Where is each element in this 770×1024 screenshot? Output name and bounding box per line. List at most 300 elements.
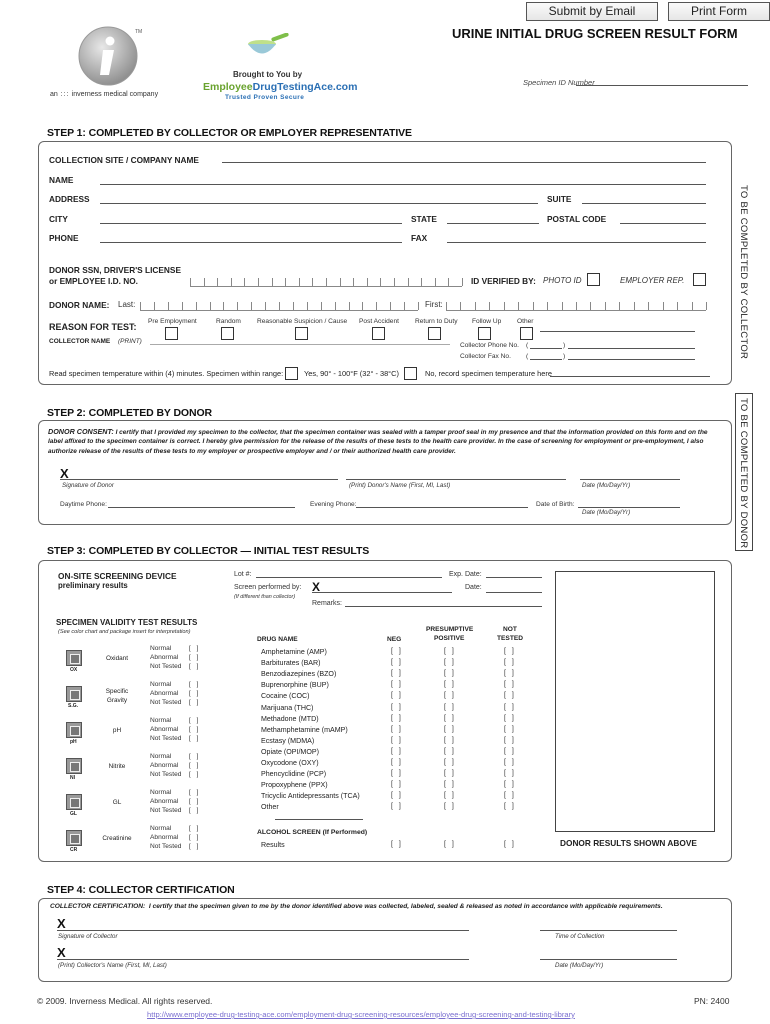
onsite-device-label: ON-SITE SCREENING DEVICE	[58, 571, 177, 581]
drug-positive-bracket[interactable]: [ ]	[444, 770, 456, 778]
evening-phone-label: Evening Phone:	[310, 501, 357, 508]
donor-date-input[interactable]	[580, 479, 680, 480]
validity-color-swatch	[66, 794, 82, 810]
daytime-phone-label: Daytime Phone:	[60, 501, 107, 508]
reason-other-checkbox[interactable]	[520, 327, 533, 340]
drug-neg-bracket[interactable]: [ ]	[391, 770, 403, 778]
drug-neg-bracket[interactable]: [ ]	[391, 681, 403, 689]
inverness-logo	[78, 26, 138, 86]
validity-state-label: Not Tested	[150, 771, 182, 778]
char-tick	[251, 302, 252, 310]
char-tick	[590, 302, 591, 310]
collector-name-input[interactable]	[150, 344, 450, 345]
validity-state-bracket[interactable]: [ ]	[189, 681, 201, 688]
dots-icon	[60, 91, 70, 97]
name-input[interactable]	[100, 184, 706, 185]
donor-signature-label: Signature of Donor	[62, 482, 114, 489]
validity-color-swatch	[66, 758, 82, 774]
state-label: STATE	[411, 214, 437, 224]
collector-print-label: (PRINT)	[118, 338, 142, 345]
donor-consent: DONOR CONSENT: I certify that I provided my specimen to the collector, that the specimen container was sealed with a tamper proof seal in my presence and that the information provided on this form and on the label affixed to the specimen container is correct. I hereby give permission for the release of the results of these tests to the health care provider. In the case of screening for employment or pre-employment, I also authorize release of the results of these tests to my employer or prospective employer and / or their authorized health care provider.	[48, 427, 708, 455]
validity-state-label: Abnormal	[150, 654, 179, 661]
char-tick	[605, 302, 606, 310]
validity-state-label: Abnormal	[150, 834, 179, 841]
collector-signature-input[interactable]	[57, 930, 469, 931]
drug-not-tested-bracket[interactable]: [ ]	[504, 703, 516, 711]
drug-neg-bracket[interactable]: [ ]	[391, 781, 403, 789]
collector-phone-input[interactable]	[568, 348, 695, 349]
collector-date-label: Date (Mo/Day/Yr)	[555, 962, 604, 969]
info-icon	[78, 26, 138, 86]
donor-ssn-label-2: or EMPLOYEE I.D. NO.	[49, 276, 138, 286]
fax-input[interactable]	[447, 242, 706, 243]
char-tick	[648, 302, 649, 310]
char-tick	[576, 302, 577, 310]
drug-positive-bracket[interactable]: [ ]	[444, 659, 456, 667]
char-tick	[362, 302, 363, 310]
temp-record-input[interactable]	[550, 376, 710, 377]
dob-format-label: Date (Mo/Day/Yr)	[582, 509, 631, 516]
step1-title: STEP 1: COMPLETED BY COLLECTOR OR EMPLOYER REPRESENTATIVE	[47, 127, 412, 139]
char-tick	[335, 302, 336, 310]
donor-side-label: TO BE COMPLETED BY DONOR	[738, 398, 749, 549]
mortar-pestle-icon	[244, 33, 294, 63]
validity-code: S.G.	[68, 703, 79, 709]
temp-no-label: No, record specimen temperature here	[425, 369, 552, 378]
collector-phone-paren-open: (	[526, 342, 529, 349]
validity-note: (See color chart and package insert for interpretation)	[58, 629, 191, 635]
drug-name: Buprenorphine (BUP)	[261, 681, 329, 690]
drug-name: Methadone (MTD)	[261, 714, 319, 723]
drug-name: Barbiturates (BAR)	[261, 659, 321, 668]
collection-time-input[interactable]	[540, 930, 677, 931]
char-tick	[154, 302, 155, 310]
drug-not-tested-bracket[interactable]: [ ]	[504, 736, 516, 744]
brought-by: Brought to You by	[233, 70, 303, 79]
last-label: Last:	[118, 300, 136, 309]
char-tick	[231, 278, 232, 286]
validity-state-bracket[interactable]: [ ]	[189, 690, 201, 697]
char-tick	[706, 302, 707, 310]
id-verified-label: ID VERIFIED BY:	[471, 276, 536, 286]
drug-not-tested-bracket[interactable]: [ ]	[504, 770, 516, 778]
address-input[interactable]	[100, 203, 538, 204]
validity-color-swatch	[66, 830, 82, 846]
drug-name: Phencyclidine (PCP)	[261, 770, 327, 779]
step2-title: STEP 2: COMPLETED BY DONOR	[47, 407, 213, 419]
char-tick	[196, 302, 197, 310]
step3-title: STEP 3: COMPLETED BY COLLECTOR — INITIAL TEST RESULTS	[47, 545, 370, 557]
drug-neg-bracket[interactable]: [ ]	[391, 792, 403, 800]
exp-date-input[interactable]	[486, 577, 542, 578]
other-drug-input[interactable]	[275, 819, 363, 820]
char-tick	[223, 302, 224, 310]
temp-no-checkbox[interactable]	[404, 367, 417, 380]
reason-other-label: Other	[517, 318, 534, 325]
collector-phone-paren-close: )	[563, 342, 566, 349]
drug-neg-bracket[interactable]: [ ]	[391, 725, 403, 733]
collector-certification: COLLECTOR CERTIFICATION: I certify that the specimen given to me by the donor identified above was collected, labeled, sealed & released as noted in accordance with applicable requirements.	[50, 903, 663, 910]
drug-positive-bracket[interactable]: [ ]	[444, 759, 456, 766]
char-tick	[504, 302, 505, 310]
dob-input[interactable]	[578, 507, 680, 508]
validity-state-bracket[interactable]: [ ]	[189, 753, 201, 760]
specimen-id-input[interactable]	[576, 85, 748, 86]
alcohol-neg-bracket[interactable]: [ ]	[391, 841, 403, 848]
drug-positive-bracket[interactable]: [ ]	[444, 681, 456, 689]
remarks-input[interactable]	[345, 606, 542, 607]
char-tick	[489, 302, 490, 310]
footer-link[interactable]: http://www.employee-drug-testing-ace.com/employment-drug-screening-resources/employee-drug-screening-and-testing-library	[147, 1010, 575, 1019]
drug-positive-bracket[interactable]: [ ]	[444, 703, 456, 711]
reason-return-label: Return to Duty	[415, 318, 458, 325]
alcohol-not-tested-bracket[interactable]: [ ]	[504, 841, 516, 848]
lot-label: Lot #:	[234, 571, 252, 578]
char-tick	[217, 278, 218, 286]
char-tick	[619, 302, 620, 310]
preliminary-results-label: preliminary results	[58, 581, 128, 590]
collector-print-x: X	[57, 945, 66, 960]
char-tick	[518, 302, 519, 310]
state-input[interactable]	[447, 223, 539, 224]
presumptive-header: PRESUMPTIVE	[426, 626, 474, 633]
collector-side-label: TO BE COMPLETED BY COLLECTOR	[738, 185, 749, 360]
postal-code-input[interactable]	[620, 223, 706, 224]
city-label: CITY	[49, 214, 68, 224]
drug-not-tested-bracket[interactable]: [ ]	[504, 648, 516, 655]
validity-state-label: Normal	[150, 825, 172, 832]
drug-positive-bracket[interactable]: [ ]	[444, 736, 456, 744]
drug-neg-bracket[interactable]: [ ]	[391, 759, 403, 766]
donor-ssn-input[interactable]	[190, 277, 462, 287]
collector-print-name-label: (Print) Collector's Name (First, MI, Last)	[58, 962, 167, 969]
reason-return-checkbox[interactable]	[428, 327, 441, 340]
reason-post-accident-label: Post Accident	[359, 318, 399, 325]
first-name-input[interactable]	[446, 301, 706, 311]
screen-date-input[interactable]	[486, 592, 542, 593]
validity-state-label: Normal	[150, 717, 172, 724]
donor-print-name-label: (Print) Donor's Name (First, MI, Last)	[349, 482, 451, 489]
drug-neg-bracket[interactable]: [ ]	[391, 659, 403, 667]
drug-positive-bracket[interactable]: [ ]	[444, 648, 456, 655]
part-number: PN: 2400	[694, 996, 730, 1006]
collection-site-label: COLLECTION SITE / COMPANY NAME	[49, 155, 199, 165]
collector-date-input[interactable]	[540, 959, 677, 960]
char-tick	[204, 278, 205, 286]
reason-other-input[interactable]	[540, 331, 695, 332]
evening-phone-input[interactable]	[356, 507, 528, 508]
validity-state-bracket[interactable]: [ ]	[189, 654, 201, 661]
collector-signature-label: Signature of Collector	[58, 933, 118, 940]
reason-suspicion-checkbox[interactable]	[295, 327, 308, 340]
drug-not-tested-bracket[interactable]: [ ]	[504, 692, 516, 700]
char-tick	[562, 302, 563, 310]
collector-signature-x: X	[57, 916, 66, 931]
donor-results-label: DONOR RESULTS SHOWN ABOVE	[560, 838, 697, 848]
char-tick	[140, 302, 141, 310]
char-tick	[244, 278, 245, 286]
drug-not-tested-bracket[interactable]: [ ]	[504, 714, 516, 722]
char-tick	[258, 278, 259, 286]
lot-input[interactable]	[256, 577, 442, 578]
char-tick	[418, 302, 419, 310]
validity-name: GL	[112, 799, 122, 806]
validity-state-label: Not Tested	[150, 699, 182, 706]
drug-not-tested-bracket[interactable]: [ ]	[504, 747, 516, 755]
employer-rep-checkbox[interactable]	[693, 273, 706, 286]
validity-state-bracket[interactable]: [ ]	[189, 762, 201, 769]
form-title: URINE INITIAL DRUG SCREEN RESULT FORM	[452, 26, 738, 41]
screen-signature-x: X	[312, 580, 321, 594]
char-tick	[210, 302, 211, 310]
neg-header: NEG	[387, 636, 402, 643]
temp-yes-checkbox[interactable]	[285, 367, 298, 380]
collector-phone-label: Collector Phone No.	[460, 342, 520, 349]
validity-state-label: Normal	[150, 681, 172, 688]
drug-neg-bracket[interactable]: [ ]	[391, 803, 403, 811]
char-tick	[421, 278, 422, 286]
drug-name-header: DRUG NAME	[257, 636, 298, 643]
suite-input[interactable]	[582, 203, 706, 204]
drug-not-tested-bracket[interactable]: [ ]	[504, 792, 516, 800]
drug-neg-bracket[interactable]: [ ]	[391, 703, 403, 711]
drug-name: Amphetamine (AMP)	[261, 648, 327, 656]
temperature-instruction: Read specimen temperature within (4) minutes. Specimen within range:	[49, 369, 284, 378]
validity-state-label: Not Tested	[150, 735, 182, 742]
brand-name: EmployeeDrugTestingAce.com	[203, 81, 358, 93]
char-tick	[272, 278, 273, 286]
char-tick	[299, 278, 300, 286]
alcohol-results-label: Results	[261, 841, 285, 849]
collector-print-name-input[interactable]	[57, 959, 469, 960]
char-tick	[448, 278, 449, 286]
screen-performed-label: Screen performed by:	[234, 584, 302, 591]
collector-fax-label: Collector Fax No.	[460, 353, 511, 360]
collector-phone-area-input[interactable]	[530, 348, 562, 349]
drug-name: Benzodiazepines (BZO)	[261, 670, 337, 679]
tested-header: TESTED	[497, 635, 524, 642]
postal-code-label: POSTAL CODE	[547, 214, 607, 224]
char-tick	[460, 302, 461, 310]
validity-state-bracket[interactable]: [ ]	[189, 825, 201, 832]
drug-name: Oxycodone (OXY)	[261, 759, 319, 767]
validity-name: pH	[112, 727, 122, 734]
temp-yes-label: Yes, 90° - 100°F (32° - 38°C)	[304, 369, 399, 378]
photo-id-label: PHOTO ID	[543, 276, 582, 285]
char-tick	[340, 278, 341, 286]
char-tick	[237, 302, 238, 310]
char-tick	[435, 278, 436, 286]
screen-performed-input[interactable]	[312, 592, 452, 593]
char-tick	[312, 278, 313, 286]
validity-code: NI	[70, 775, 75, 781]
char-tick	[285, 278, 286, 286]
donor-date-label: Date (Mo/Day/Yr)	[582, 482, 631, 489]
validity-state-label: Not Tested	[150, 663, 182, 670]
collection-time-label: Time of Collection	[555, 933, 605, 940]
char-tick	[533, 302, 534, 310]
drug-name: Other	[261, 803, 279, 812]
last-name-input[interactable]	[140, 301, 418, 311]
char-tick	[376, 302, 377, 310]
validity-state-label: Normal	[150, 645, 172, 652]
positive-header: POSITIVE	[434, 635, 465, 642]
drug-name: Marijuana (THC)	[261, 703, 314, 712]
drug-positive-bracket[interactable]: [ ]	[444, 670, 456, 678]
char-tick	[326, 278, 327, 286]
validity-state-bracket[interactable]: [ ]	[189, 663, 201, 670]
drug-positive-bracket[interactable]: [ ]	[444, 692, 456, 700]
reason-pre-employment-label: Pre Employment	[148, 318, 197, 325]
donor-signature-input[interactable]	[60, 479, 338, 480]
exp-date-label: Exp. Date:	[449, 571, 482, 578]
char-tick	[475, 302, 476, 310]
drug-name: Methamphetamine (mAMP)	[261, 725, 348, 734]
collector-fax-area-input[interactable]	[530, 359, 562, 360]
drug-name: Opiate (OPI/MOP)	[261, 747, 319, 756]
daytime-phone-input[interactable]	[108, 507, 295, 508]
drug-not-tested-bracket[interactable]: [ ]	[504, 681, 516, 689]
results-sticker-box	[555, 571, 715, 832]
reason-random-label: Random	[216, 318, 241, 325]
char-tick	[307, 302, 308, 310]
char-tick	[404, 302, 405, 310]
drug-neg-bracket[interactable]: [ ]	[391, 714, 403, 722]
drug-neg-bracket[interactable]: [ ]	[391, 670, 403, 678]
validity-state-label: Abnormal	[150, 726, 179, 733]
donor-signature-x: X	[60, 466, 69, 481]
city-input[interactable]	[100, 223, 402, 224]
photo-id-checkbox[interactable]	[587, 273, 600, 286]
validity-state-label: Normal	[150, 789, 172, 796]
drug-name: Cocaine (COC)	[261, 692, 310, 701]
validity-state-label: Not Tested	[150, 807, 182, 814]
fax-label: FAX	[411, 233, 428, 243]
validity-code: CR	[70, 847, 78, 853]
name-label: NAME	[49, 175, 74, 185]
drug-name: Tricyclic Antidepressants (TCA)	[261, 792, 360, 801]
validity-state-bracket[interactable]: [ ]	[189, 735, 201, 742]
char-tick	[663, 302, 664, 310]
char-tick	[190, 278, 191, 286]
collection-site-input[interactable]	[222, 162, 706, 163]
copyright: © 2009. Inverness Medical. All rights reserved.	[37, 996, 213, 1006]
drug-positive-bracket[interactable]: [ ]	[444, 714, 456, 722]
print-form-button[interactable]: Print Form	[668, 2, 770, 21]
validity-state-bracket[interactable]: [ ]	[189, 771, 201, 778]
donor-name-label: DONOR NAME:	[49, 300, 110, 310]
validity-code: GL	[70, 811, 77, 817]
if-different-label: (If different than collector)	[234, 594, 296, 600]
dob-label: Date of Birth:	[536, 501, 575, 508]
drug-not-tested-bracket[interactable]: [ ]	[504, 659, 516, 667]
char-tick	[390, 302, 391, 310]
suite-label: SUITE	[547, 194, 572, 204]
drug-positive-bracket[interactable]: [ ]	[444, 781, 456, 789]
employer-rep-label: EMPLOYER REP.	[620, 276, 685, 285]
validity-state-label: Normal	[150, 753, 172, 760]
drug-not-tested-bracket[interactable]: [ ]	[504, 803, 516, 811]
char-tick	[265, 302, 266, 310]
validity-name: Nitrite	[108, 763, 126, 770]
char-tick	[408, 278, 409, 286]
validity-state-bracket[interactable]: [ ]	[189, 726, 201, 733]
validity-name: Oxidant	[105, 655, 129, 662]
reason-follow-up-checkbox[interactable]	[478, 327, 491, 340]
drug-name: Ecstasy (MDMA)	[261, 736, 315, 745]
screen-date-label: Date:	[465, 584, 482, 591]
char-tick	[279, 302, 280, 310]
drug-neg-bracket[interactable]: [ ]	[391, 747, 403, 755]
reason-follow-up-label: Follow Up	[472, 318, 502, 325]
char-tick	[547, 302, 548, 310]
reason-label: REASON FOR TEST:	[49, 322, 137, 332]
validity-state-bracket[interactable]: [ ]	[189, 843, 201, 850]
reason-random-checkbox[interactable]	[221, 327, 234, 340]
char-tick	[462, 278, 463, 286]
validity-code: OX	[70, 667, 78, 673]
validity-state-bracket[interactable]: [ ]	[189, 699, 201, 706]
address-label: ADDRESS	[49, 194, 90, 204]
validity-title: SPECIMEN VALIDITY TEST RESULTS	[56, 618, 198, 627]
drug-positive-bracket[interactable]: [ ]	[444, 747, 456, 755]
validity-state-bracket[interactable]: [ ]	[189, 789, 201, 796]
validity-state-bracket[interactable]: [ ]	[189, 807, 201, 814]
donor-print-name-input[interactable]	[346, 479, 566, 480]
collector-fax-input[interactable]	[568, 359, 695, 360]
submit-by-email-button[interactable]: Submit by Email	[526, 2, 658, 21]
drug-neg-bracket[interactable]: [ ]	[391, 736, 403, 744]
char-tick	[394, 278, 395, 286]
validity-state-bracket[interactable]: [ ]	[189, 717, 201, 724]
drug-not-tested-bracket[interactable]: [ ]	[504, 759, 516, 766]
collector-fax-paren-close: )	[563, 353, 566, 360]
drug-neg-bracket[interactable]: [ ]	[391, 692, 403, 700]
drug-positive-bracket[interactable]: [ ]	[444, 803, 456, 811]
validity-state-bracket[interactable]: [ ]	[189, 798, 201, 805]
reason-post-accident-checkbox[interactable]	[372, 327, 385, 340]
alcohol-positive-bracket[interactable]: [ ]	[444, 841, 456, 848]
validity-state-label: Abnormal	[150, 798, 179, 805]
validity-state-bracket[interactable]: [ ]	[189, 645, 201, 652]
char-tick	[367, 278, 368, 286]
phone-input[interactable]	[100, 242, 402, 243]
drug-positive-bracket[interactable]: [ ]	[444, 792, 456, 800]
not-header: NOT	[503, 626, 517, 633]
char-tick	[353, 278, 354, 286]
reason-pre-employment-checkbox[interactable]	[165, 327, 178, 340]
validity-state-label: Abnormal	[150, 690, 179, 697]
step4-panel	[38, 898, 732, 982]
reason-suspicion-label: Reasonable Suspicion / Cause	[257, 318, 348, 325]
drug-neg-bracket[interactable]: [ ]	[391, 648, 403, 655]
validity-state-bracket[interactable]: [ ]	[189, 834, 201, 841]
drug-name: Propoxyphene (PPX)	[261, 781, 328, 790]
validity-name: Specific Gravity	[105, 688, 129, 704]
drug-not-tested-bracket[interactable]: [ ]	[504, 670, 516, 678]
char-tick	[692, 302, 693, 310]
char-tick	[380, 278, 381, 286]
validity-code: pH	[70, 739, 77, 745]
drug-not-tested-bracket[interactable]: [ ]	[504, 781, 516, 789]
validity-color-swatch	[66, 686, 82, 702]
drug-not-tested-bracket[interactable]: [ ]	[504, 725, 516, 733]
specimen-id-label: Specimen ID Number	[523, 78, 595, 87]
char-tick	[349, 302, 350, 310]
char-tick	[446, 302, 447, 310]
char-tick	[293, 302, 294, 310]
drug-positive-bracket[interactable]: [ ]	[444, 725, 456, 733]
